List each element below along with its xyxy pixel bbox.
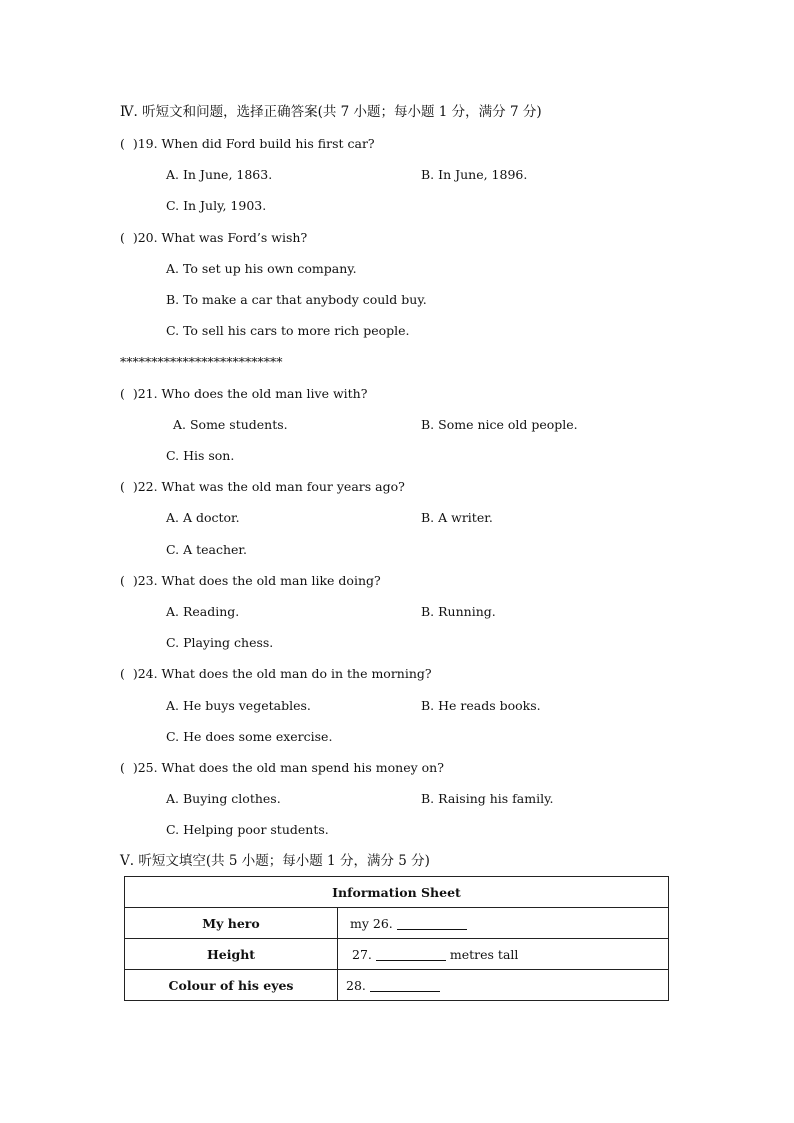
- question-23-stem: ( )23. What does the old man like doing?: [120, 573, 381, 588]
- question-25-stem: ( )25. What does the old man spend his money on?: [120, 760, 444, 775]
- question-23-option-b: B. Running.: [421, 604, 496, 619]
- blank-27-field[interactable]: [376, 948, 446, 961]
- section-4-heading: Ⅳ. 听短文和问题，选择正确答案(共 7 小题；每小题 1 分，满分 7 分): [120, 104, 542, 120]
- table-row: [125, 908, 669, 939]
- question-20-option-a: A. To set up his own company.: [166, 261, 357, 276]
- question-24-option-a: A. He buys vegetables.: [166, 698, 311, 713]
- question-25-option-a: A. Buying clothes.: [166, 791, 281, 806]
- question-20-option-b: B. To make a car that anybody could buy.: [166, 292, 427, 307]
- blank-27-suffix: metres tall: [449, 946, 519, 962]
- question-22-stem: ( )22. What was the old man four years ago?: [120, 479, 405, 494]
- question-25-option-c: C. Helping poor students.: [166, 822, 329, 837]
- question-19-option-b: B. In June, 1896.: [421, 167, 528, 182]
- question-24-option-c: C. He does some exercise.: [166, 729, 333, 744]
- question-22-option-b: B. A writer.: [421, 510, 493, 525]
- question-20-option-c: C. To sell his cars to more rich people.: [166, 323, 410, 338]
- table-title: Information Sheet: [125, 877, 669, 908]
- question-22-option-a: A. A doctor.: [166, 510, 240, 525]
- question-22-option-c: C. A teacher.: [166, 542, 247, 557]
- row-label-my-hero: My hero: [125, 908, 338, 939]
- question-24-stem: ( )24. What does the old man do in the morning?: [120, 666, 432, 681]
- blank-27-prefix: 27.: [352, 946, 372, 962]
- question-23-option-c: C. Playing chess.: [166, 635, 274, 650]
- question-19-stem: ( )19. When did Ford build his first car?: [120, 136, 375, 151]
- question-20-stem: ( )20. What was Ford’s wish?: [120, 230, 308, 245]
- question-19-option-a: A. In June, 1863.: [166, 167, 273, 182]
- blank-28-prefix: 28.: [346, 977, 366, 993]
- separator: **************************: [120, 354, 283, 369]
- question-25-option-b: B. Raising his family.: [421, 791, 554, 806]
- table-row: [125, 970, 669, 1001]
- question-19-option-c: C. In July, 1903.: [166, 198, 267, 213]
- row-value-my-hero: [338, 908, 669, 939]
- row-value-eye-colour: [338, 970, 669, 1001]
- section-5-heading: Ⅴ. 听短文填空(共 5 小题；每小题 1 分，满分 5 分): [120, 853, 430, 869]
- question-24-option-b: B. He reads books.: [421, 698, 541, 713]
- question-21-option-c: C. His son.: [166, 448, 235, 463]
- row-label-height: Height: [125, 939, 338, 970]
- question-21-option-a: A. Some students.: [173, 417, 288, 432]
- table-row: [125, 939, 669, 970]
- question-21-option-b: B. Some nice old people.: [421, 417, 578, 432]
- row-value-height: [338, 939, 669, 970]
- blank-28-field[interactable]: [370, 979, 440, 992]
- blank-26-prefix: my 26.: [350, 915, 393, 931]
- question-23-option-a: A. Reading.: [166, 604, 240, 619]
- information-sheet-table: [124, 876, 669, 1001]
- blank-26-field[interactable]: [397, 917, 467, 930]
- row-label-eye-colour: Colour of his eyes: [125, 970, 338, 1001]
- question-21-stem: ( )21. Who does the old man live with?: [120, 386, 368, 401]
